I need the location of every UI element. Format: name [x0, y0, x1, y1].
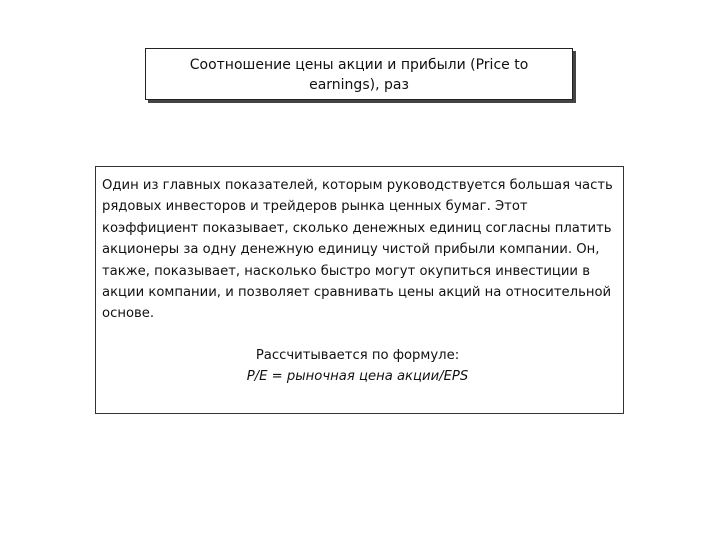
- formula: P/E = рыночная цена акции/EPS: [246, 368, 469, 384]
- formula-block: [102, 345, 613, 387]
- definition-box: [95, 166, 624, 414]
- title-box: [145, 48, 573, 100]
- definition-paragraph: Один из главных показателей, которым руководствуется большая часть рядовых инвесторов и трейдеров рынка ценных бумаг. Этот коэффициент показывает, сколько денежных единиц согласны платить акционеры за одну денежную единицу чистой прибыли компании. Он, также, показывает, насколько быстро могут окупиться инвестиции в акции компании, и позволяет сравнивать цены акций на относительной основе.: [102, 178, 613, 322]
- slide-title: Соотношение цены акции и прибыли (Price to earnings), раз: [189, 57, 529, 93]
- formula-intro: Рассчитывается по формуле:: [255, 347, 460, 363]
